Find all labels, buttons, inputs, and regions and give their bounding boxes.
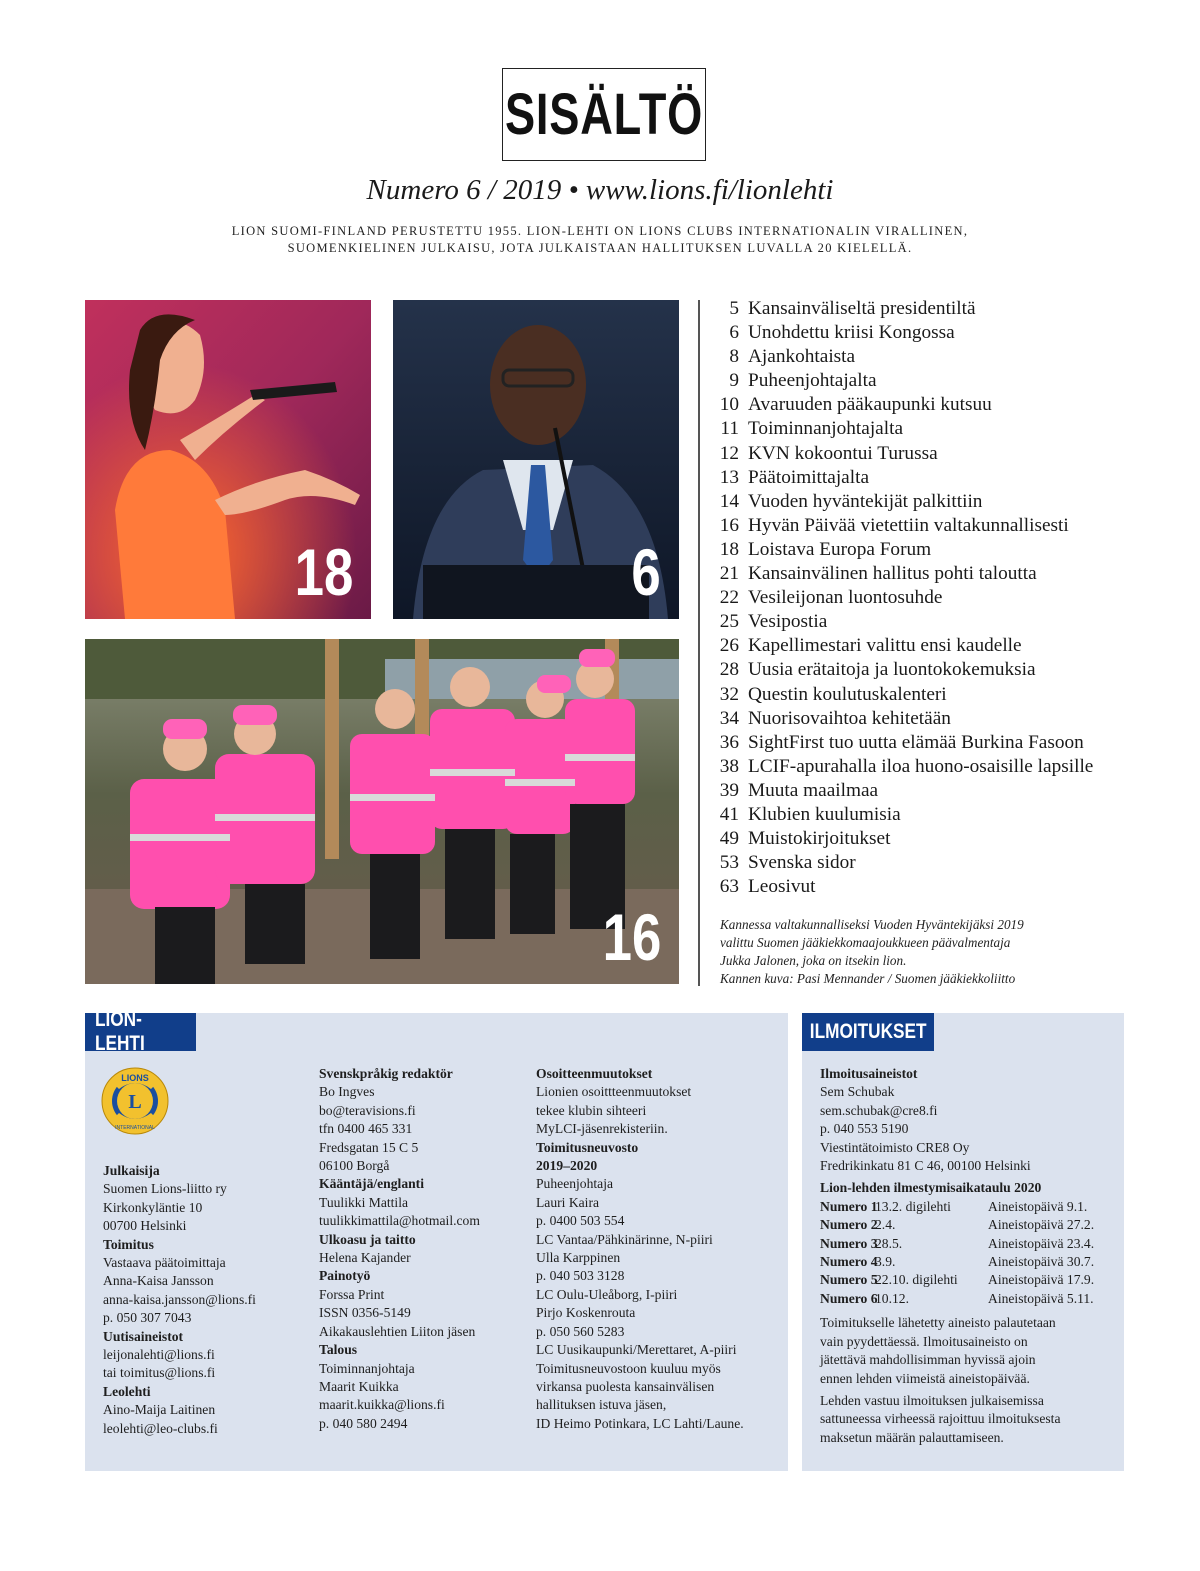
column-line: p. 040 503 3128 [536, 1268, 625, 1284]
column-heading: Toimitusneuvosto [536, 1139, 639, 1155]
schedule-date: 22.10. digilehti [875, 1272, 958, 1288]
column-line: leolehti@leo-clubs.fi [103, 1420, 218, 1436]
toc-item [712, 851, 1182, 875]
toc-title: Unohdettu kriisi Kongossa [748, 322, 955, 344]
toc-page-number: 16 [719, 514, 739, 536]
column-line: virkansa puolesta kansainvälisen [536, 1378, 715, 1394]
toc-item [712, 369, 1182, 393]
photo-singer [85, 300, 371, 619]
column-line: Vastaava päätoimittaja [103, 1255, 226, 1271]
toc-item [712, 779, 1182, 803]
column-line: Tuulikki Mattila [319, 1194, 409, 1210]
toc-item [712, 562, 1182, 586]
column-line: p. 050 307 7043 [103, 1310, 192, 1326]
photo-page-number: 6 [631, 535, 661, 609]
toc-title: Leosivut [748, 876, 816, 898]
toc-title: Vesileijonan luontosuhde [748, 587, 943, 609]
toc-title: Ajankohtaista [748, 346, 856, 368]
toc-title: Kansainväliseltä presidentiltä [748, 298, 976, 319]
column-heading: 2019–2020 [536, 1158, 598, 1174]
column-line: ID Heimo Potinkara, LC Lahti/Laune. [536, 1415, 744, 1431]
toc-title: LCIF-apurahalla iloa huono-osaisille lapsille [748, 755, 1094, 777]
cover-caption-line: Jukka Jalonen, joka on itsekin lion. [720, 953, 907, 968]
subtitle-line-2: SUOMENKIELINEN JULKAISU, JOTA JULKAISTAAN HALLITUKSEN LUVALLA 20 KIELELLÄ. [287, 241, 913, 255]
column-heading: Svenskpråkig redaktör [319, 1066, 453, 1081]
page-title: SISÄLTÖ [504, 82, 704, 147]
address-column [536, 1065, 781, 1433]
lion-lehti-tag: LION-LEHTI [85, 1013, 196, 1051]
cover-caption-line: valittu Suomen jääkiekkomaajoukkueen päävalmentaja [720, 935, 1011, 950]
toc-item [712, 827, 1182, 851]
toc-item [712, 417, 1182, 441]
column-heading: Painotyö [319, 1268, 371, 1284]
column-line: tekee klubin sihteeri [536, 1102, 647, 1118]
column-line: Kirkonkyläntie 10 [103, 1199, 203, 1215]
toc-title: Klubien kuulumisia [748, 803, 901, 825]
column-line: Aikakauslehtien Liiton jäsen [319, 1323, 476, 1339]
ads-column [820, 1065, 1120, 1447]
ads-note-line: Toimitukselle lähetetty aineisto palautetaan [820, 1315, 1056, 1331]
schedule-date: 2.4. [875, 1217, 896, 1233]
schedule-issue: Numero 4 [820, 1254, 878, 1270]
toc-title: Vuoden hyväntekijät palkittiin [748, 490, 983, 512]
schedule-issue: Numero 3 [820, 1235, 878, 1251]
lions-logo [101, 1067, 169, 1135]
column-heading: Julkaisija [103, 1163, 160, 1178]
toc-title: Nuorisovaihtoa kehitetään [748, 707, 951, 729]
table-of-contents [712, 297, 1182, 899]
column-line: Fredrikinkatu 81 C 46, 00100 Helsinki [820, 1158, 1031, 1174]
column-line: Bo Ingves [319, 1084, 375, 1100]
column-heading: Leolehti [103, 1383, 151, 1399]
column-line: Sem Schubak [820, 1084, 895, 1100]
liability-note-line: maksetun määrän palauttamiseen. [820, 1429, 1004, 1445]
toc-title: Muuta maailmaa [748, 779, 879, 801]
column-heading: Osoitteenmuutokset [536, 1066, 653, 1081]
toc-item [712, 586, 1182, 610]
schedule-issue: Numero 5 [820, 1272, 878, 1288]
title-box [502, 68, 706, 161]
column-line: tfn 0400 465 331 [319, 1121, 413, 1137]
editors-column [319, 1065, 529, 1433]
toc-title: Kansainvälinen hallitus pohti taloutta [748, 563, 1037, 585]
toc-page-number: 18 [719, 538, 739, 560]
column-heading: Ilmoitusaineistot [820, 1066, 918, 1081]
toc-item [712, 731, 1182, 755]
toc-page-number: 34 [719, 707, 739, 729]
photo-group [85, 639, 679, 984]
liability-note-line: Lehden vastuu ilmoituksen julkaisemissa [820, 1392, 1044, 1408]
toc-title: Questin koulutuskalenteri [748, 683, 947, 705]
toc-item [712, 634, 1182, 658]
ilmoitukset-tag: ILMOITUKSET [802, 1013, 934, 1051]
toc-page-number: 38 [719, 755, 739, 777]
cover-caption [720, 916, 1180, 988]
column-line: LC Vantaa/Pähkinärinne, N-piiri [536, 1231, 713, 1247]
schedule-deadline: Aineistopäivä 23.4. [988, 1235, 1095, 1251]
schedule-row [820, 1216, 1120, 1234]
column-line: sem.schubak@cre8.fi [820, 1102, 938, 1118]
toc-title: Avaruuden pääkaupunki kutsuu [748, 394, 992, 416]
schedule-deadline: Aineistopäivä 27.2. [988, 1217, 1095, 1233]
column-line: MyLCI-jäsenrekisteriin. [536, 1121, 668, 1137]
toc-item [712, 683, 1182, 707]
toc-item [712, 755, 1182, 779]
toc-title: Muistokirjoitukset [748, 828, 891, 850]
column-line: leijonalehti@lions.fi [103, 1347, 215, 1363]
toc-page-number: 25 [719, 611, 739, 633]
ads-note-line: vain pyydettäessä. Ilmoitusaineisto on [820, 1333, 1028, 1349]
toc-page-number: 36 [719, 731, 739, 753]
toc-item [712, 514, 1182, 538]
photo-speaker [393, 300, 679, 619]
toc-page-number: 10 [719, 394, 739, 416]
photo-page-number: 16 [602, 900, 661, 974]
column-line: 06100 Borgå [319, 1158, 390, 1174]
schedule-deadline: Aineistopäivä 9.1. [988, 1198, 1088, 1214]
toc-page-number: 5 [729, 298, 739, 319]
toc-title: Kapellimestari valittu ensi kaudelle [748, 635, 1022, 657]
toc-title: Uusia erätaitoja ja luontokokemuksia [748, 659, 1036, 681]
schedule-row [820, 1290, 1120, 1308]
ads-note-line: ennen lehden viimeistä aineistopäivää. [820, 1370, 1030, 1386]
schedule-row [820, 1253, 1120, 1271]
toc-page-number: 6 [729, 322, 739, 344]
ads-note-line: jätettävä mahdollisimman hyvissä ajoin [820, 1352, 1036, 1368]
toc-page-number: 14 [719, 490, 739, 512]
column-line: Helena Kajander [319, 1250, 411, 1266]
subtitle-line-1: LION SUOMI-FINLAND PERUSTETTU 1955. LION-LEHTI ON LIONS CLUBS INTERNATIONALIN VIRALLINEN, [231, 224, 969, 238]
column-line: p. 0400 503 554 [536, 1213, 625, 1229]
toc-title: Puheenjohtajalta [748, 370, 877, 392]
column-line: Pirjo Koskenrouta [536, 1305, 636, 1321]
column-line: 00700 Helsinki [103, 1218, 187, 1234]
toc-title: Toiminnanjohtajalta [748, 418, 904, 440]
toc-item [712, 321, 1182, 345]
toc-page-number: 8 [729, 346, 739, 368]
toc-title: Svenska sidor [748, 852, 856, 874]
cover-caption-line: Kannessa valtakunnalliseksi Vuoden Hyväntekijäksi 2019 [720, 917, 1024, 932]
toc-page-number: 22 [719, 587, 739, 609]
toc-title: Loistava Europa Forum [748, 538, 932, 560]
logo-letter: L [128, 1091, 142, 1113]
schedule-issue: Numero 1 [820, 1198, 878, 1214]
column-line: Viestintätoimisto CRE8 Oy [820, 1139, 970, 1155]
column-line: p. 040 553 5190 [820, 1121, 909, 1137]
ads-note [820, 1314, 1120, 1388]
column-line: tuulikkimattila@hotmail.com [319, 1213, 480, 1229]
toc-item [712, 875, 1182, 899]
schedule-title: Lion-lehden ilmestymisaikataulu 2020 [820, 1180, 1042, 1196]
column-heading: Toimitus [103, 1236, 154, 1252]
toc-page-number: 41 [719, 803, 739, 825]
toc-page-number: 32 [719, 683, 739, 705]
column-line: tai toimitus@lions.fi [103, 1365, 216, 1381]
schedule-deadline: Aineistopäivä 30.7. [988, 1254, 1095, 1270]
column-line: hallituksen istuva jäsen, [536, 1397, 667, 1413]
liability-note-line: sattuneessa virheessä rajoittuu ilmoituksesta [820, 1411, 1061, 1427]
toc-item [712, 610, 1182, 634]
toc-title: KVN kokoontui Turussa [748, 442, 938, 464]
toc-item [712, 490, 1182, 514]
column-line: LC Oulu-Uleåborg, I-piiri [536, 1286, 678, 1302]
toc-item [712, 393, 1182, 417]
column-heading: Talous [319, 1342, 358, 1358]
toc-page-number: 13 [719, 466, 739, 488]
schedule-date: 13.2. digilehti [875, 1198, 951, 1214]
toc-page-number: 26 [719, 635, 739, 657]
schedule-date: 10.12. [875, 1290, 909, 1306]
schedule-row [820, 1198, 1120, 1216]
toc-page-number: 11 [720, 418, 739, 440]
schedule-deadline: Aineistopäivä 5.11. [988, 1290, 1094, 1306]
column-line: Toiminnanjohtaja [319, 1360, 415, 1376]
toc-item [712, 297, 1182, 321]
liability-note [820, 1392, 1120, 1447]
toc-page-number: 28 [719, 659, 739, 681]
column-line: Lionien osoittteenmuutokset [536, 1084, 692, 1100]
toc-page-number: 9 [729, 370, 739, 392]
toc-item [712, 345, 1182, 369]
column-line: p. 050 560 5283 [536, 1323, 625, 1339]
column-line: ISSN 0356-5149 [319, 1305, 411, 1321]
schedule-date: 28.5. [875, 1235, 903, 1251]
column-line: maarit.kuikka@lions.fi [319, 1397, 445, 1413]
issue-line: Numero 6 / 2019 • www.lions.fi/lionlehti [366, 174, 834, 206]
toc-item [712, 442, 1182, 466]
column-line: Forssa Print [319, 1286, 385, 1302]
column-heading: Uutisaineistot [103, 1328, 184, 1344]
column-heading: Kääntäjä/englanti [319, 1176, 424, 1192]
toc-title: Hyvän Päivää vietettiin valtakunnallisesti [748, 514, 1069, 536]
toc-item [712, 707, 1182, 731]
toc-title: SightFirst tuo uutta elämää Burkina Fasoon [748, 731, 1084, 753]
toc-item [712, 466, 1182, 490]
schedule-date: 3.9. [875, 1254, 896, 1270]
column-line: Suomen Lions-liitto ry [103, 1181, 227, 1197]
schedule-issue: Numero 2 [820, 1217, 878, 1233]
toc-page-number: 49 [719, 828, 739, 850]
schedule-row [820, 1235, 1120, 1253]
cover-caption-line: Kannen kuva: Pasi Mennander / Suomen jääkiekkoliitto [720, 971, 1016, 986]
photo-page-number: 18 [294, 535, 353, 609]
toc-item [712, 658, 1182, 682]
schedule-deadline: Aineistopäivä 17.9. [988, 1272, 1095, 1288]
toc-item [712, 538, 1182, 562]
column-line: Anna-Kaisa Jansson [103, 1273, 214, 1289]
logo-lions-text: LIONS [121, 1073, 149, 1083]
schedule-row [820, 1271, 1120, 1289]
column-line: LC Uusikaupunki/Merettaret, A-piiri [536, 1342, 737, 1358]
toc-item [712, 803, 1182, 827]
toc-divider [698, 300, 700, 986]
column-line: anna-kaisa.jansson@lions.fi [103, 1291, 256, 1307]
toc-page-number: 12 [719, 442, 739, 464]
column-line: Toimitusneuvostoon kuuluu myös [536, 1360, 721, 1376]
column-line: Lauri Kaira [536, 1194, 600, 1210]
column-line: bo@teravisions.fi [319, 1102, 416, 1118]
column-line: Puheenjohtaja [536, 1176, 614, 1192]
toc-title: Vesipostia [748, 611, 828, 633]
column-line: p. 040 580 2494 [319, 1415, 408, 1431]
column-line: Aino-Maija Laitinen [103, 1402, 216, 1418]
toc-page-number: 53 [719, 852, 739, 874]
logo-international-text: INTERNATIONAL [115, 1125, 155, 1131]
toc-page-number: 63 [719, 876, 739, 898]
column-heading: Ulkoasu ja taitto [319, 1231, 416, 1247]
publisher-column [103, 1162, 313, 1438]
schedule-issue: Numero 6 [820, 1290, 878, 1306]
column-line: Ulla Karppinen [536, 1250, 621, 1266]
toc-page-number: 21 [719, 563, 739, 585]
column-line: Maarit Kuikka [319, 1378, 399, 1394]
column-line: Fredsgatan 15 C 5 [319, 1139, 419, 1155]
toc-page-number: 39 [719, 779, 739, 801]
toc-title: Päätoimittajalta [748, 466, 870, 488]
